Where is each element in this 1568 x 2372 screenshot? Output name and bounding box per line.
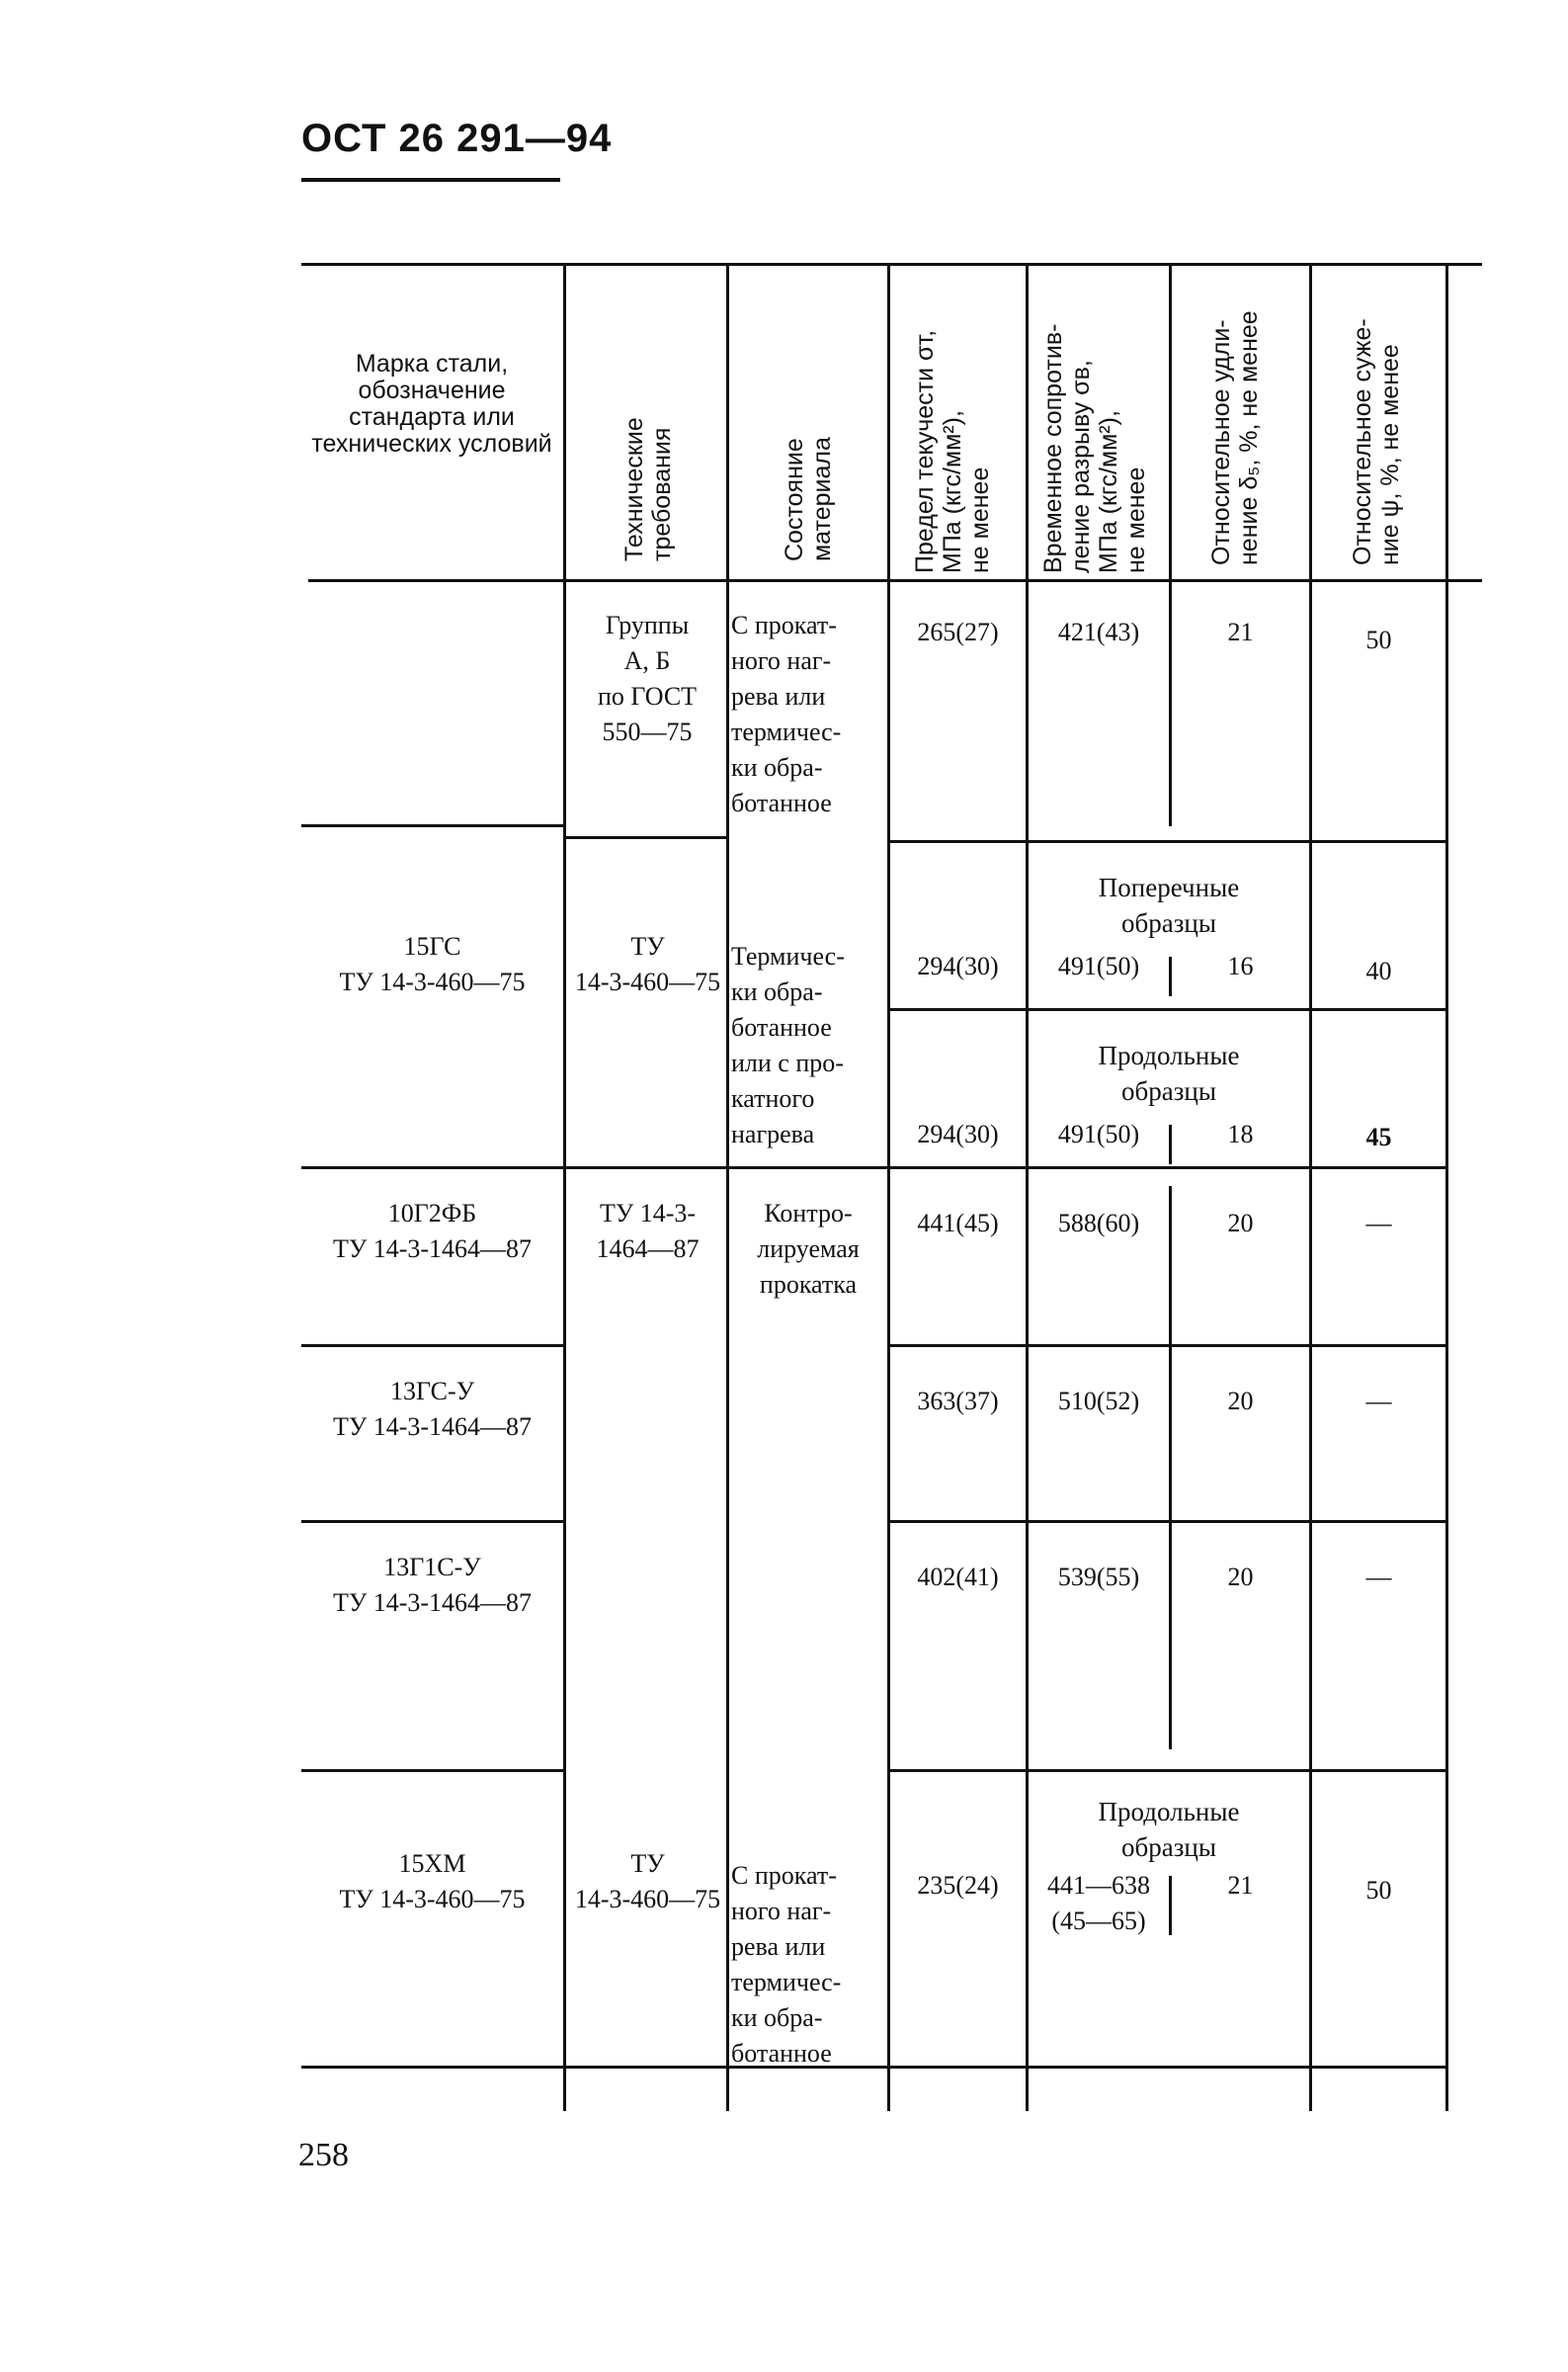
header-line: Предел текучести σт, [911,329,939,573]
cell-line: рева или [731,682,826,711]
tensile-strength-cell [1029,1868,1169,1939]
reduction-cell: 45 [1365,1123,1392,1151]
cell-line: ки обра- [731,753,823,782]
header-line: материала [808,437,836,561]
row-rule-5b [887,1769,1445,1772]
elongation-cell: 20 [1227,1563,1254,1591]
table-bottom-rule [301,2066,1445,2069]
header-line: не менее [966,466,994,573]
cell-line: ботанное [731,2039,832,2068]
header-line: Временное сопротив- [1039,323,1067,573]
yield-strength-cell: 441(45) [917,1209,999,1237]
cell-line: Группы [605,611,690,639]
header-steel-grade: Марка стали, обозначение стандарта или технических условий [311,350,552,458]
header-line: ление разрыву σв, [1067,360,1095,573]
reduction-cell: 50 [1365,626,1392,654]
cell-line: 1464—87 [596,1234,700,1263]
header-material-state [781,437,836,561]
requirements-cell [566,1846,729,1917]
cell-line: ТУ 14-3-1464—87 [332,1588,533,1617]
header-elongation [1207,310,1263,565]
sample-orientation-note [1029,870,1309,941]
cell-line: 441—638 [1047,1871,1150,1900]
tensile-strength-cell: 491(50) [1057,952,1140,980]
tensile-strength-cell: 539(55) [1057,1563,1140,1591]
elongation-cell: 18 [1227,1120,1254,1148]
requirements-cell [568,608,726,750]
col-divider-7 [1445,263,1448,2111]
yield-strength-cell: 294(30) [917,952,999,980]
steel-grade-cell [301,1374,563,1445]
reduction-cell: — [1365,1209,1392,1237]
cell-line: нагрева [731,1120,815,1148]
header-line: Относительное суже- [1349,318,1376,565]
cell-line: Контро- [764,1199,853,1228]
header-technical-requirements [620,417,676,561]
elongation-cell: 21 [1227,618,1254,646]
cell-line: ТУ 14-3- [599,1199,697,1228]
cell-line: Поперечные [1098,873,1240,902]
header-yield-strength [911,330,994,573]
row-rule-4b [887,1520,1445,1523]
cell-line: прокатка [759,1270,858,1299]
cell-line: термичес- [731,718,842,746]
steel-grade-cell [301,929,563,1000]
cell-line: Продольные [1098,1797,1240,1826]
elongation-cell: 20 [1227,1387,1254,1415]
cell-line: 550—75 [602,718,693,746]
elongation-cell: 20 [1227,1209,1254,1237]
cell-line: С прокат- [731,1861,837,1890]
cell-line: ТУ 14-3-460—75 [339,968,526,996]
header-line: МПа (кгс/мм²), [1095,410,1122,573]
header-line: Технические [620,417,648,561]
cell-line: ботанное [731,1013,832,1042]
sample-orientation-note [1029,1794,1309,1865]
header-line: ние ψ, %, не менее [1376,344,1404,565]
cell-line: Термичес- [731,942,845,971]
cell-line: 14-3-460—75 [574,1885,721,1913]
steel-grade-cell [301,1196,563,1267]
cell-line: образцы [1121,1076,1216,1106]
cell-line: ТУ 14-3-1464—87 [332,1234,533,1263]
header-bottom-rule [308,579,1482,582]
cell-line: С прокат- [731,611,837,639]
cell-line: или с про- [731,1049,844,1077]
elongation-cell: 16 [1227,952,1254,980]
row-rule-5a [301,1769,563,1772]
col-divider-5b [1169,1186,1172,1749]
cell-line: Продольные [1098,1041,1240,1070]
cell-line: ботанное [731,789,832,817]
cell-line: 10Г2ФБ [387,1199,477,1228]
col-divider-6 [1309,263,1312,2111]
cell-line: термичес- [731,1968,842,1996]
cell-line: ТУ 14-3-460—75 [339,1885,526,1913]
tensile-strength-cell: 491(50) [1057,1120,1140,1148]
row-rule-4a [301,1520,563,1523]
row-rule-3b [887,1344,1445,1347]
cell-line: 13Г1С-У [383,1553,481,1581]
col-divider-3 [887,263,890,2111]
cell-line: 14-3-460—75 [574,968,721,996]
yield-strength-cell: 363(37) [917,1387,999,1415]
requirements-cell [566,929,729,1000]
row-rule-1b [563,836,726,839]
cell-line: ТУ 14-3-1464—87 [332,1412,533,1441]
header-reduction-of-area [1349,318,1404,565]
tensile-strength-cell: 588(60) [1057,1209,1140,1237]
row-rule-2 [301,1166,1445,1169]
material-state-cell [729,1196,887,1303]
cell-line: 15ГС [403,932,461,961]
steel-grade-cell [301,1846,563,1917]
yield-strength-cell: 265(27) [917,618,999,646]
cell-line: 13ГС-У [389,1377,475,1405]
header-line: нение δ₅, %, не менее [1235,310,1263,565]
row-rule-1c [887,840,1445,843]
table-top-rule [301,263,1482,266]
col-divider-2 [726,263,729,2111]
col-divider-1 [563,263,566,2111]
material-state-cell [731,608,841,821]
material-state-cell [731,1858,841,2072]
row-subrule-15gs [887,1008,1445,1011]
cell-line: ного наг- [731,1897,832,1925]
reduction-cell: 40 [1365,957,1392,985]
cell-line: образцы [1121,1832,1216,1862]
cell-line: ного наг- [731,646,832,675]
cell-line: образцы [1121,908,1216,938]
steel-grade-cell [301,1550,563,1621]
header-line: МПа (кгс/мм²), [939,410,966,573]
cell-line: ТУ [630,1849,665,1878]
header-tensile-strength [1039,324,1150,573]
cell-line: 15ХМ [398,1849,466,1878]
cell-line: ки обра- [731,2003,823,2032]
material-state-cell [731,939,845,1152]
cell-line: катного [731,1084,815,1113]
cell-line: (45—65) [1051,1906,1146,1935]
reduction-cell: — [1365,1563,1392,1591]
tensile-strength-cell: 510(52) [1057,1387,1140,1415]
header-line: Состояние [781,438,808,561]
row-rule-3a [301,1344,563,1347]
sample-orientation-note [1029,1038,1309,1109]
document-code: ОСТ 26 291—94 [301,117,613,160]
col-divider-5a [1169,263,1172,826]
reduction-cell: — [1365,1387,1392,1415]
requirements-cell [566,1196,729,1267]
header-line: требования [648,427,676,561]
yield-strength-cell: 235(24) [917,1871,999,1900]
page-number: 258 [298,2137,349,2173]
yield-strength-cell: 402(41) [917,1563,999,1591]
cell-line: ки обра- [731,977,823,1006]
cell-line: лируемая [757,1234,860,1263]
reduction-cell: 50 [1365,1876,1392,1905]
cell-line: рева или [731,1932,826,1961]
header-line: не менее [1122,466,1150,573]
elongation-cell: 21 [1227,1871,1254,1900]
row-rule-1a [301,824,563,827]
cell-line: ТУ [630,932,665,961]
cell-line: А, Б [623,646,671,675]
document-code-underline [301,178,560,182]
header-line: Относительное удли- [1207,319,1235,565]
tensile-strength-cell: 421(43) [1057,618,1140,646]
yield-strength-cell: 294(30) [917,1120,999,1148]
cell-line: по ГОСТ [597,682,698,711]
